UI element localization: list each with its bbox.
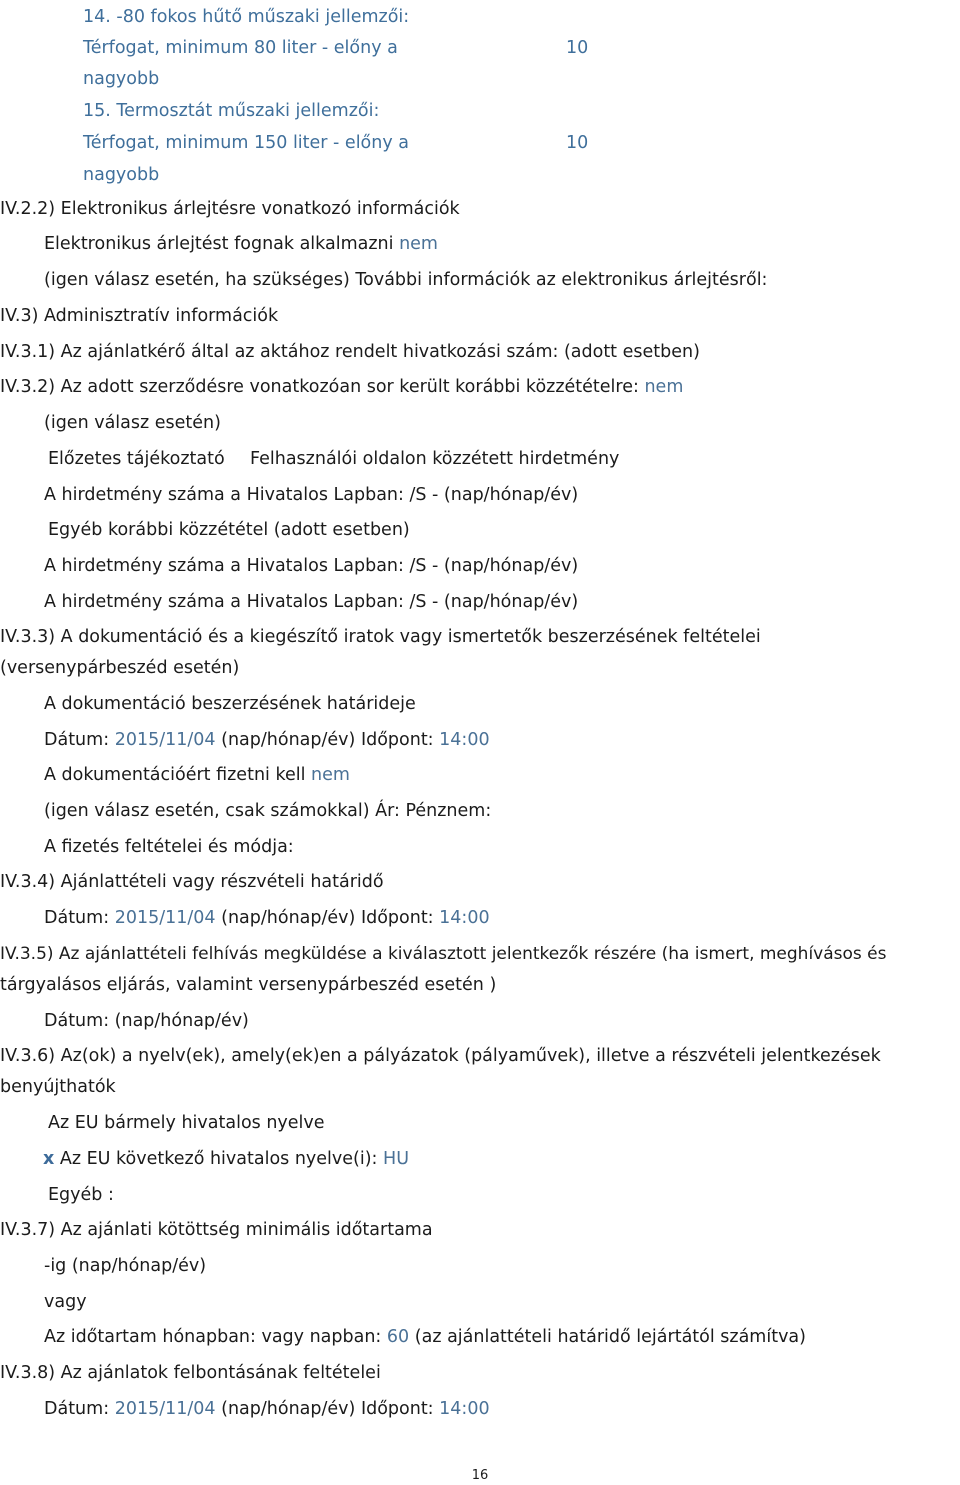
criterion-15-weight: 10 xyxy=(566,133,589,153)
iv34-heading: IV.3.4) Ajánlattételi vagy részvételi határidő xyxy=(0,872,384,892)
iv37-until: -ig (nap/hónap/év) xyxy=(44,1256,207,1276)
iv37-or: vagy xyxy=(44,1292,87,1312)
iv33-date-format: (nap/hónap/év) xyxy=(221,730,356,750)
checked-mark-icon: x xyxy=(43,1149,55,1169)
iv34-date-format: (nap/hónap/év) xyxy=(221,908,356,928)
iv35-heading-line2: tárgyalásos eljárás, valamint versenypárbeszéd esetén ) xyxy=(0,975,497,995)
iv36-any-eu-language: Az EU bármely hivatalos nyelve xyxy=(48,1113,325,1133)
iv32-notice-number-2: A hirdetmény száma a Hivatalos Lapban: /S - (nap/hónap/év) xyxy=(44,556,579,576)
iv33-deadline: A dokumentáció beszerzésének határideje xyxy=(44,694,416,714)
iv34-date-label: Dátum: xyxy=(44,908,110,928)
iv34-date-line xyxy=(44,907,490,929)
iv22-used-label: Elektronikus árlejtést fognak alkalmazni xyxy=(44,234,394,254)
iv32-notice-number-3: A hirdetmény száma a Hivatalos Lapban: /S - (nap/hónap/év) xyxy=(44,592,579,612)
iv32-buyer-profile: Felhasználói oldalon közzétett hirdetmény xyxy=(250,449,620,469)
iv38-time-value: 14:00 xyxy=(439,1399,490,1419)
iv33-heading-line2: (versenypárbeszéd esetén) xyxy=(0,658,240,678)
iv32-heading xyxy=(0,376,683,398)
iv36-heading-line1: IV.3.6) Az(ok) a nyelv(ek), amely(ek)en a pályázatok (pályaművek), illetve a részvételi jelentkezések xyxy=(0,1046,881,1066)
iv35-date: Dátum: (nap/hónap/év) xyxy=(44,1011,249,1031)
iv32-yes: (igen válasz esetén) xyxy=(44,413,221,433)
iv33-time-value: 14:00 xyxy=(439,730,490,750)
iv32-heading-value: nem xyxy=(644,377,684,397)
iv22-info: (igen válasz esetén, ha szükséges) További információk az elektronikus árlejtésről: xyxy=(44,270,768,290)
criterion-15-title: 15. Termosztát műszaki jellemzői: xyxy=(83,101,380,121)
iv37-duration-label: Az időtartam hónapban: vagy napban: xyxy=(44,1327,382,1347)
iv33-heading-line1: IV.3.3) A dokumentáció és a kiegészítő iratok vagy ismertetők beszerzésének feltételei xyxy=(0,627,761,647)
iv33-terms: A fizetés feltételei és módja: xyxy=(44,837,294,857)
iv34-time-label: Időpont: xyxy=(360,908,434,928)
iv22-used-value: nem xyxy=(399,234,438,254)
iv36-following-languages-line xyxy=(43,1148,409,1170)
iv37-duration-line xyxy=(44,1326,806,1348)
iv22-heading: IV.2.2) Elektronikus árlejtésre vonatkozó információk xyxy=(0,199,460,219)
iv38-heading: IV.3.8) Az ajánlatok felbontásának feltételei xyxy=(0,1363,381,1383)
iv32-other-publication: Egyéb korábbi közzététel (adott esetben) xyxy=(48,520,410,540)
iv32-notice-number-1: A hirdetmény száma a Hivatalos Lapban: /S - (nap/hónap/év) xyxy=(44,485,579,505)
iv32-prior-notice: Előzetes tájékoztató xyxy=(48,449,225,469)
criterion-14-weight: 10 xyxy=(566,38,589,58)
iv34-date-value: 2015/11/04 xyxy=(114,908,216,928)
iv36-following-label: Az EU következő hivatalos nyelve(i): xyxy=(59,1149,378,1169)
iv33-pay-label: A dokumentációért fizetni kell xyxy=(44,765,306,785)
criterion-14-title: 14. -80 fokos hűtő műszaki jellemzői: xyxy=(83,7,410,27)
iv37-heading: IV.3.7) Az ajánlati kötöttség minimális időtartama xyxy=(0,1220,433,1240)
iv33-date-value: 2015/11/04 xyxy=(114,730,216,750)
iv36-following-value: HU xyxy=(383,1149,409,1169)
iv32-heading-label: IV.3.2) Az adott szerződésre vonatkozóan sor került korábbi közzétételre: xyxy=(0,377,639,397)
iv34-time-value: 14:00 xyxy=(439,908,490,928)
criterion-15-desc-cont: nagyobb xyxy=(83,165,160,185)
iv33-date-label: Dátum: xyxy=(44,730,110,750)
iv38-date-value: 2015/11/04 xyxy=(114,1399,216,1419)
iv36-heading-line2: benyújthatók xyxy=(0,1077,116,1097)
iv3-heading: IV.3) Adminisztratív információk xyxy=(0,306,279,326)
iv35-heading-line1: IV.3.5) Az ajánlattételi felhívás megküldése a kiválasztott jelentkezők részére (ha ismert, meghívásos és xyxy=(0,944,887,964)
iv37-duration-suffix: (az ajánlattételi határidő lejártától számítva) xyxy=(414,1327,806,1347)
iv33-price: (igen válasz esetén, csak számokkal) Ár: Pénznem: xyxy=(44,801,492,821)
iv37-duration-value: 60 xyxy=(386,1327,410,1347)
iv33-pay-line xyxy=(44,764,350,786)
criterion-15-desc: Térfogat, minimum 150 liter - előny a xyxy=(83,133,409,153)
iv38-date-line xyxy=(44,1398,490,1420)
iv38-date-label: Dátum: xyxy=(44,1399,110,1419)
iv33-pay-value: nem xyxy=(311,765,350,785)
criterion-14-desc: Térfogat, minimum 80 liter - előny a xyxy=(83,38,398,58)
iv22-used-line xyxy=(44,233,438,255)
page-number: 16 xyxy=(471,1468,489,1483)
iv38-date-format: (nap/hónap/év) xyxy=(221,1399,356,1419)
iv36-other: Egyéb : xyxy=(48,1185,114,1205)
iv31-heading: IV.3.1) Az ajánlatkérő által az aktához rendelt hivatkozási szám: (adott esetben) xyxy=(0,342,700,362)
iv33-date-line xyxy=(44,729,490,751)
iv33-time-label: Időpont: xyxy=(360,730,434,750)
iv38-time-label: Időpont: xyxy=(360,1399,434,1419)
criterion-14-desc-cont: nagyobb xyxy=(83,69,160,89)
